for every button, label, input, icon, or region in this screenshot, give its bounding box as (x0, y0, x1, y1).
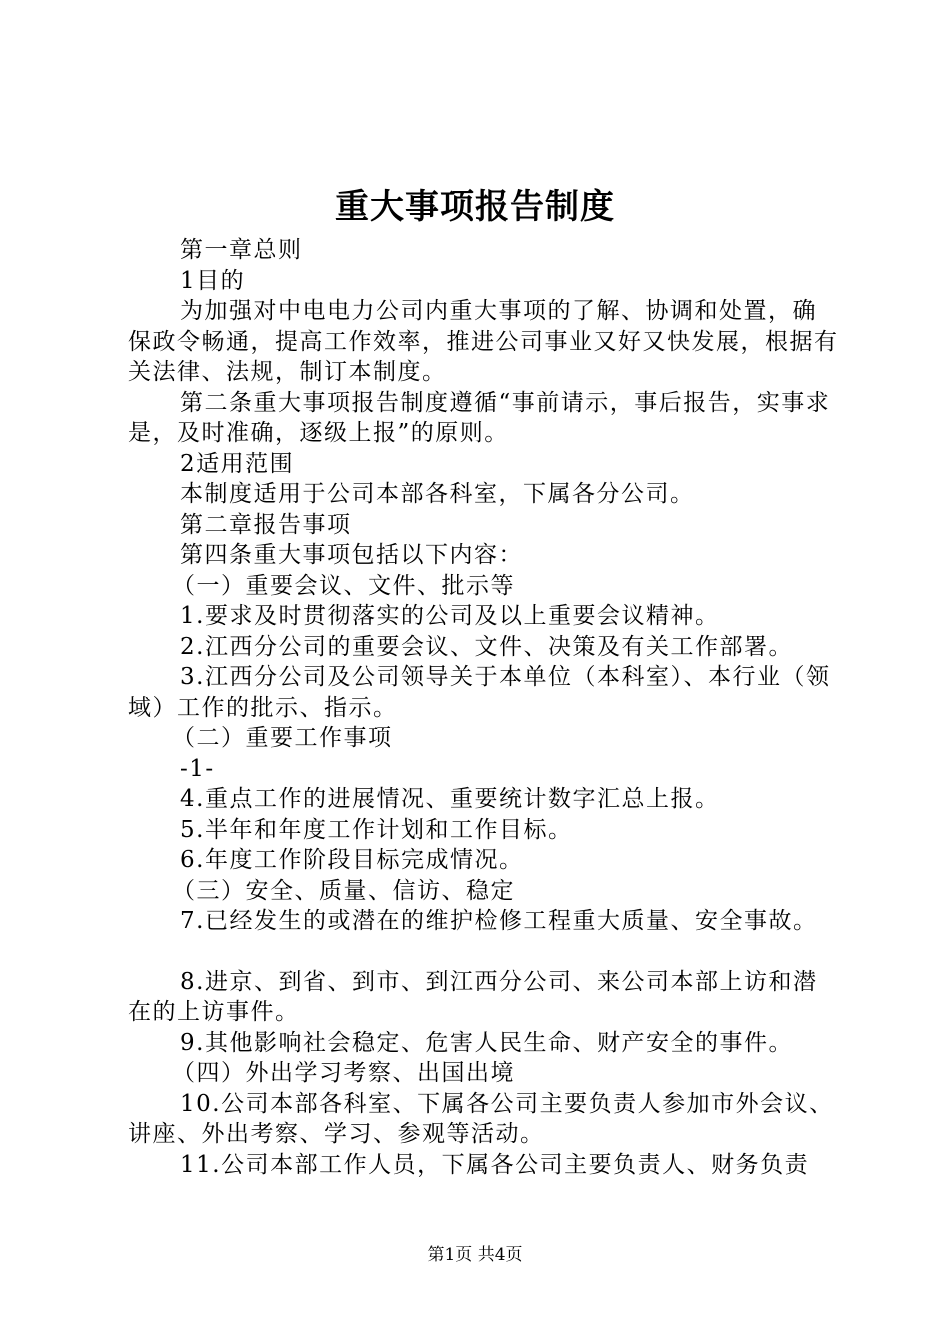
paragraph: 为加强对中电电力公司内重大事项的了解、协调和处置，确保政令畅通，提高工作效率，推进公司事业又好又快发展，根据有关法律、法规，制订本制度。 (128, 298, 839, 385)
chapter-heading: 第二章报告事项 (180, 511, 352, 538)
inline-page-number: -1- (180, 755, 215, 782)
paragraph: 第二条重大事项报告制度遵循“事前请示，事后报告，实事求是，及时准确，逐级上报”的原则。 (128, 389, 831, 446)
list-item: 3.江西分公司及公司领导关于本单位（本科室）、本行业（领域）工作的批示、指示。 (128, 664, 831, 721)
list-item: 10.公司本部各科室、下属各公司主要负责人参加市外会议、讲座、外出考察、学习、参观等活动。 (128, 1090, 834, 1147)
list-item: 6.年度工作阶段目标完成情况。 (180, 847, 524, 873)
list-item: 11.公司本部工作人员，下属各公司主要负责人、财务负责 (180, 1151, 810, 1178)
list-item: 4.重点工作的进展情况、重要统计数字汇总上报。 (180, 786, 720, 812)
blank-line (128, 937, 840, 967)
document-title: 重大事项报告制度 (335, 187, 615, 227)
section-heading: 1目的 (180, 267, 246, 294)
list-item: 8.进京、到省、到市、到江西分公司、来公司本部上访和潜在的上访事件。 (128, 968, 818, 1025)
subsection-heading: （二）重要工作事项 (172, 725, 393, 751)
page-footer: 第1页 共4页 (427, 1245, 523, 1265)
subsection-heading: （四）外出学习考察、出国出境 (172, 1060, 515, 1086)
chapter-heading: 第一章总则 (180, 237, 303, 263)
document-body (128, 235, 840, 1180)
section-heading: 2适用范围 (180, 450, 295, 477)
list-item: 2.江西分公司的重要会议、文件、决策及有关工作部署。 (180, 633, 793, 660)
subsection-heading: （三）安全、质量、信访、稳定 (172, 877, 515, 904)
list-item: 1.要求及时贯彻落实的公司及以上重要会议精神。 (180, 603, 720, 629)
subsection-heading: （一）重要会议、文件、批示等 (172, 572, 515, 599)
list-item: 9.其他影响社会稳定、危害人民生命、财产安全的事件。 (180, 1029, 793, 1056)
list-item: 5.半年和年度工作计划和工作目标。 (180, 816, 573, 843)
paragraph: 第四条重大事项包括以下内容： (180, 542, 523, 568)
list-item: 7.已经发生的或潜在的维护检修工程重大质量、安全事故。 (180, 908, 818, 934)
paragraph: 本制度适用于公司本部各科室，下属各分公司。 (180, 481, 695, 507)
